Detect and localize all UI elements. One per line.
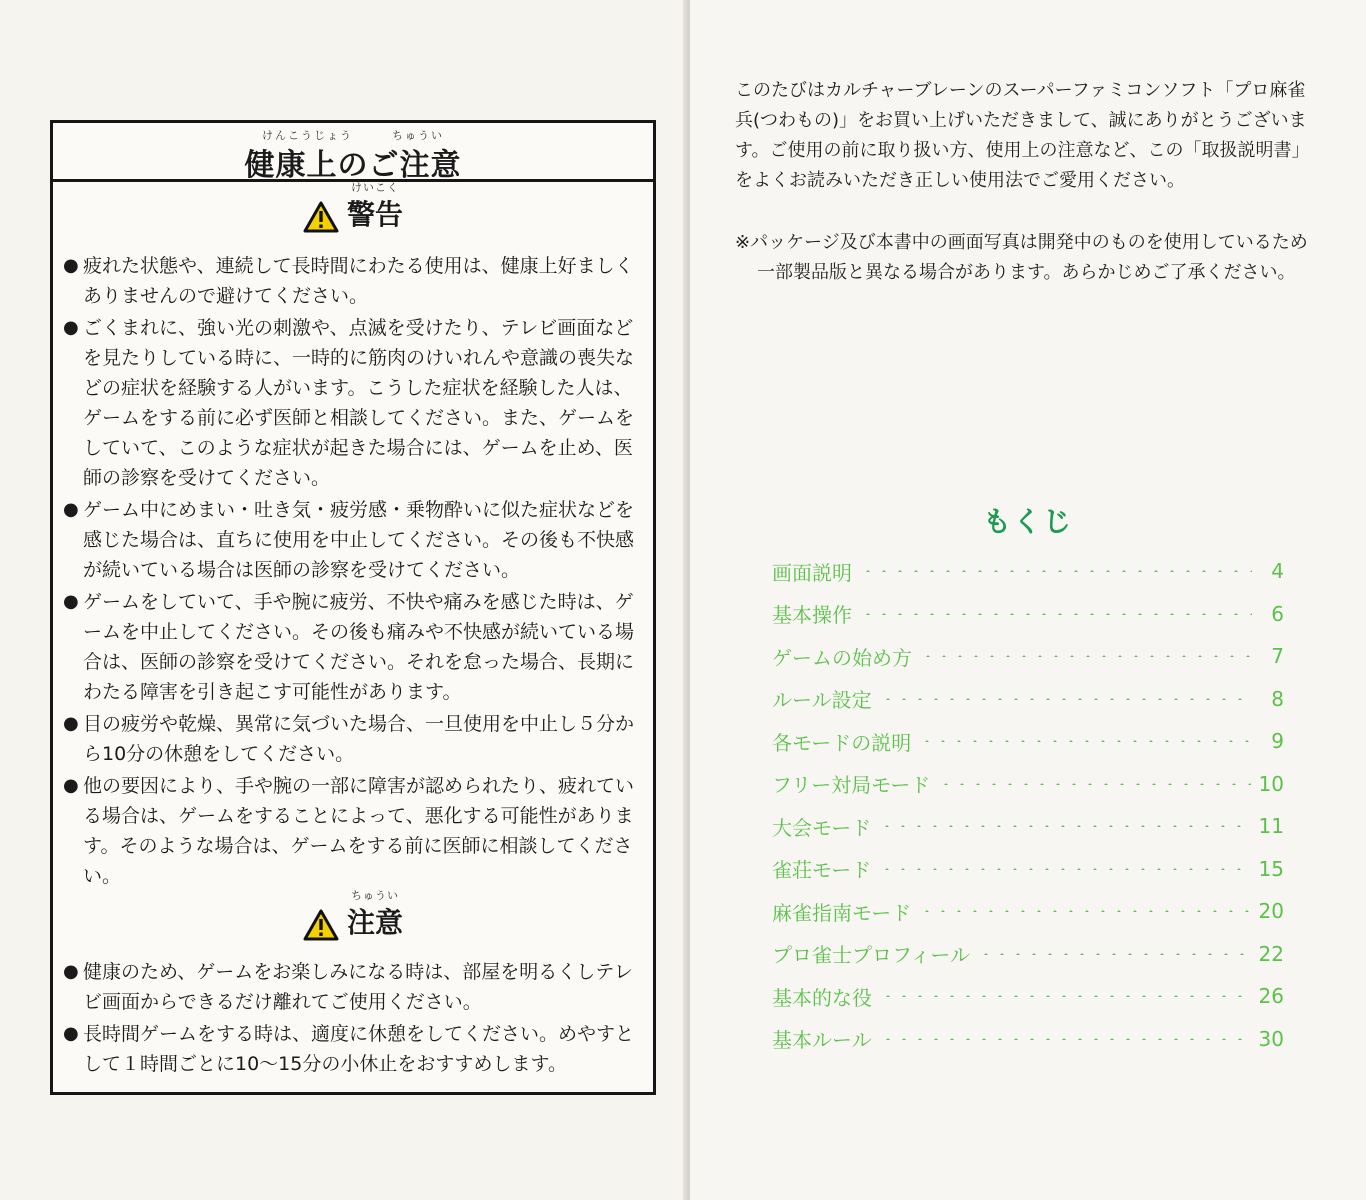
caution-heading [53,889,653,941]
warning-title: 警告 [346,198,403,231]
caution-list [63,957,643,1081]
toc-entry-page: 30 [1258,1026,1284,1051]
toc-leader-dots [860,613,1252,615]
toc-entry[interactable] [772,550,1284,593]
toc-entry[interactable] [772,848,1284,891]
toc-leader-dots [879,825,1250,827]
toc-title [0,500,1366,540]
warning-item: ● 他の要因により、手や腕の一部に障害が認められたり、疲れている場合は、ゲームをすることによって、悪化する可能性があります。そのような場合は、ゲームをする前に医師に相談してください。 [63,771,643,891]
toc-leader-dots [880,698,1252,700]
warning-title-ruby: けいこく [350,181,399,194]
toc-entry-label: 各モードの説明 [772,730,912,755]
toc-entry[interactable] [772,975,1284,1018]
warning-list [63,251,643,893]
toc-leader-dots [938,783,1250,785]
caution-item: ● 長時間ゲームをする時は、適度に休憩をしてください。めやすとして１時間ごとに10〜15分の小休止をおすすめします。 [63,1019,643,1079]
toc-entry[interactable] [772,720,1284,763]
toc-entry-label: プロ雀士プロフィール [772,943,970,968]
toc-leader-dots [919,910,1250,912]
toc-entry-label: 麻雀指南モード [772,900,912,925]
toc-entry[interactable] [772,890,1284,933]
warning-item: ● 目の疲労や乾燥、異常に気づいた場合、一旦使用を中止し５分から10分の休憩をしてください。 [63,709,643,769]
caution-title-wrap [346,889,403,941]
toc-leader-dots [860,570,1252,572]
toc-entry-label: 雀荘モード [772,858,872,883]
health-notice-header [53,123,653,182]
toc-entry-page: 15 [1258,856,1284,881]
toc-entry-label: ゲームの始め方 [772,645,912,670]
caution-triangle-icon [303,909,339,941]
toc-leader-dots [880,1038,1251,1040]
toc-title-text: もくじ [982,505,1073,538]
toc-entry[interactable] [772,593,1284,636]
toc-list [772,550,1284,1060]
caution-title: 注意 [346,906,403,939]
toc-entry[interactable] [772,1018,1284,1061]
toc-entry[interactable] [772,763,1284,806]
toc-entry[interactable] [772,805,1284,848]
warning-item: ● ごくまれに、強い光の刺激や、点滅を受けたり、テレビ画面などを見たりしている時に、一時的に筋肉のけいれんや意識の喪失などの症状を経験する人がいます。こうした症状を経験した人は、ゲームをする前に必ず医師と相談してください。また、ゲームをしていて、このような症状が起きた場合には、ゲームを止め、医師の診察を受けてください。 [63,313,643,493]
toc-entry-page: 20 [1258,899,1284,924]
toc-leader-dots [880,995,1251,997]
toc-entry-page: 7 [1271,644,1284,669]
toc-leader-dots [920,655,1252,657]
toc-entry[interactable] [772,933,1284,976]
toc-entry-page: 6 [1271,601,1284,626]
screenshot-note: ※パッケージ及び本書中の画面写真は開発中のものを使用しているため一部製品版と異なる場合があります。あらかじめご了承ください。 [735,232,1308,283]
toc-entry-page: 8 [1271,686,1284,711]
toc-entry-label: フリー対局モード [772,773,931,798]
warning-item: ● ゲーム中にめまい・吐き気・疲労感・乗物酔いに似た症状などを感じた場合は、直ちに使用を中止してください。その後も不快感が続いている場合は医師の診察を受けてください。 [63,495,643,585]
warning-title-wrap [346,181,403,233]
warning-triangle-icon [303,201,339,233]
toc-entry-label: 大会モード [772,815,872,840]
toc-entry-label: 基本操作 [772,603,852,628]
toc-entry-page: 11 [1258,814,1284,839]
toc-entry-label: 基本ルール [772,1028,872,1053]
toc-entry-page: 9 [1271,729,1284,754]
toc-entry[interactable] [772,635,1284,678]
intro-paragraph: このたびはカルチャーブレーンのスーパーファミコンソフト「プロ麻雀 兵(つわもの)」をお買い上げいただきまして、誠にありがとうございます。ご使用の前に取り扱い方、使用上の注意など、この「取扱説明書」をよくお読みいただき正しい使用法でご愛用ください。 [735,80,1310,191]
caution-title-ruby: ちゅうい [350,889,399,902]
toc-entry-page: 22 [1258,941,1284,966]
toc-entry-label: 画面説明 [772,560,852,585]
warning-item: ● ゲームをしていて、手や腕に疲労、不快や痛みを感じた時は、ゲームを中止してください。その後も痛みや不快感が続いている場合は、医師の診察を受けてください。それを怠った場合、長期にわたる障害を引き起こす可能性があります。 [63,587,643,707]
health-notice-title-ruby: けんこうじょう ちゅうい [262,129,444,142]
toc-entry[interactable] [772,678,1284,721]
toc-leader-dots [919,740,1252,742]
health-notice-title: 健康上のご注意 [244,148,462,183]
caution-item: ● 健康のため、ゲームをお楽しみになる時は、部屋を明るくしテレビ画面からできるだけ離れてご使用ください。 [63,957,643,1017]
toc-entry-page: 4 [1271,559,1284,584]
warning-heading [53,181,653,233]
toc-entry-label: ルール設定 [772,688,872,713]
toc-entry-page: 26 [1258,984,1284,1009]
toc-entry-page: 10 [1258,771,1284,796]
health-notice-box [50,120,656,1095]
warning-item: ● 疲れた状態や、連続して長時間にわたる使用は、健康上好ましくありませんので避けてください。 [63,251,643,311]
toc-entry-label: 基本的な役 [772,985,872,1010]
toc-leader-dots [978,953,1251,955]
toc-leader-dots [879,868,1250,870]
